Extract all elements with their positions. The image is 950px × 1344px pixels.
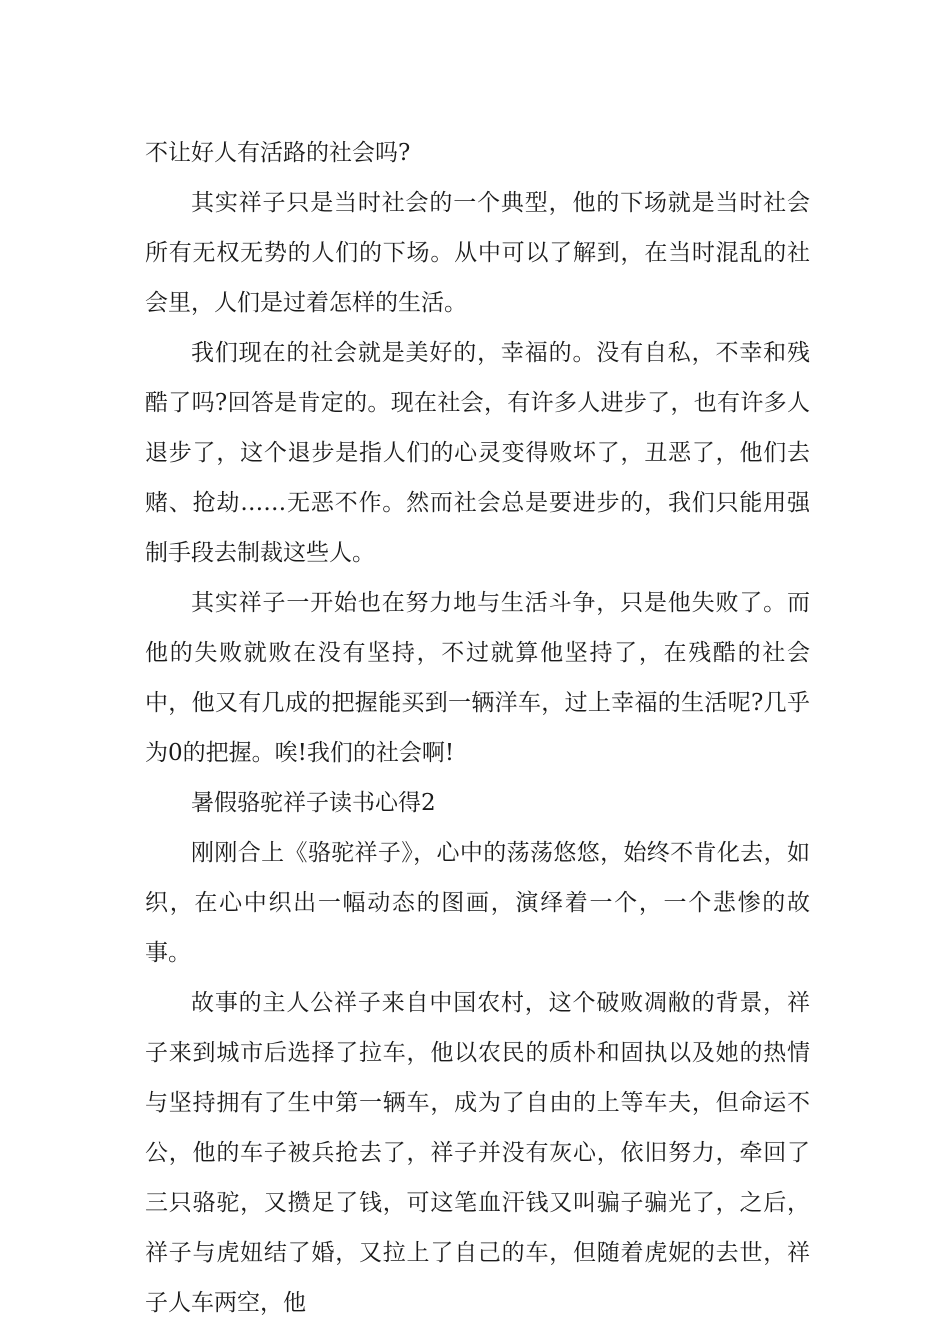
paragraph-modern-society: 我们现在的社会就是美好的，幸福的。没有自私，不幸和残酷了吗?回答是肯定的。现在社会，有许多人进步了，也有许多人退步了，这个退步是指人们的心灵变得败坏了，丑恶了，他们去赌、抢劫……无恶不作。然而社会总是要进步的，我们只能用强制手段去制裁这些人。	[145, 340, 810, 566]
document-body	[145, 128, 810, 1328]
paragraph-xiangzi-typical: 其实祥子只是当时社会的一个典型，他的下场就是当时社会所有无权无势的人们的下场。从中可以了解到，在当时混乱的社会里，人们是过着怎样的生活。	[145, 190, 810, 316]
paragraph-continuation: 不让好人有活路的社会吗?	[145, 140, 411, 166]
paragraph-story-summary: 故事的主人公祥子来自中国农村，这个破败凋敝的背景，祥子来到城市后选择了拉车，他以农民的质朴和固执以及她的热情与坚持拥有了生中第一辆车，成为了自由的上等车夫，但命运不公，他的车子被兵抢去了，祥子并没有灰心，依旧努力，牵回了三只骆驼，又攒足了钱，可这笔血汗钱又叫骗子骗光了，之后，祥子与虎妞结了婚，又拉上了自己的车，但随着虎妮的去世，祥子人车两空，他	[145, 990, 810, 1316]
paragraph-xiangzi-struggle: 其实祥子一开始也在努力地与生活斗争，只是他失败了。而他的失败就败在没有坚持，不过就算他坚持了，在残酷的社会中，他又有几成的把握能买到一辆洋车，过上幸福的生活呢?几乎为0的把握。唉!我们的社会啊!	[145, 590, 810, 766]
section-heading: 暑假骆驼祥子读书心得2	[191, 790, 436, 816]
paragraph-closing-book: 刚刚合上《骆驼祥子》，心中的荡荡悠悠，始终不肯化去，如织，在心中织出一幅动态的图画，演绎着一个，一个悲惨的故事。	[145, 840, 810, 966]
